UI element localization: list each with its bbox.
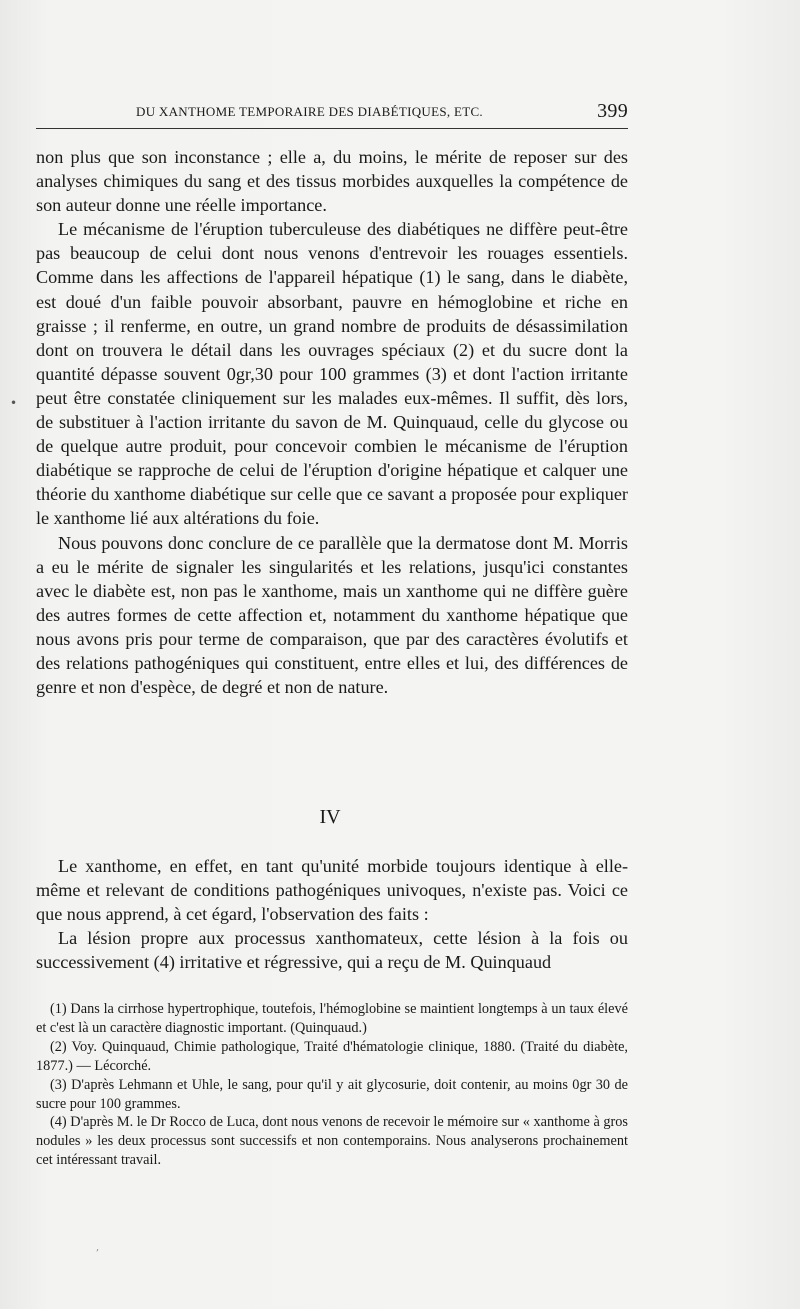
footnotes — [36, 1000, 628, 1170]
paragraph: non plus que son inconstance ; elle a, du moins, le mérite de reposer sur des analyses chimiques du sang et des tissus morbides auxquelles la compétence de son auteur donne une réelle importance. — [36, 147, 628, 216]
margin-mark: • — [10, 396, 18, 410]
paragraph: Le mécanisme de l'éruption tuberculeuse des diabétiques ne diffère peut-être pas beaucoup de celui dont nous venons d'entrevoir les rouages essentiels. Comme dans les affections de l'appareil hépatique (1) le sang, dans le diabète, est doué d'un faible pouvoir absorbant, pauvre en hémoglobine et riche en graisse ; il renferme, en outre, un grand nombre de produits de désassimilation dont on trouvera le détail dans les ouvrages spéciaux (2) et du sucre dont la quantité dépasse souvent 0gr,30 pour 100 grammes (3) et dont l'action irritante peut être constatée cliniquement sur les malades eux-mêmes. Il suffit, dès lors, de substituer à l'action irritante du savon de M. Quinquaud, celle du glycose ou de quelque autre produit, pour concevoir combien le mécanisme de l'éruption diabétique se rapproche de celui de l'éruption d'origine hépatique et calquer une théorie du xanthome diabétique sur celle que ce savant a proposée pour expliquer le xanthome lié aux altérations du foie. — [36, 219, 628, 529]
running-header — [36, 102, 628, 126]
paragraph: Nous pouvons donc conclure de ce parallèle que la dermatose dont M. Morris a eu le mérite de signaler les singularités et les relations, jusqu'ici constantes avec le diabète est, non pas le xanthome, mais un xanthome qui ne diffère guère des autres formes de cette affection et, notamment du xanthome hépatique que nous avons pris pour terme de comparaison, que par des caractères évolutifs et des relations pathogéniques qui constituent, entre elles et lui, des différences de genre et non d'espèce, de degré et non de nature. — [36, 532, 628, 698]
footnote: (2) Voy. Quinquaud, Chimie pathologique, Traité d'hématologie clinique, 1880. (Traité du diabète, 1877.) — Lécorché. — [36, 1038, 628, 1074]
footnote: (1) Dans la cirrhose hypertrophique, toutefois, l'hémoglobine se maintient longtemps à un taux élevé et c'est là un caractère diagnostic important. (Quinquaud.) — [36, 1001, 628, 1036]
corner-mark: , — [96, 1242, 100, 1253]
running-title: DU XANTHOME TEMPORAIRE DES DIABÉTIQUES, ETC. — [136, 104, 483, 119]
paragraph: La lésion propre aux processus xanthomateux, cette lésion à la fois ou successivement (4) irritative et régressive, qui a reçu de M. Quinquaud — [36, 928, 628, 973]
page-number: 399 — [597, 100, 628, 122]
footnote: (3) D'après Lehmann et Uhle, le sang, pour qu'il y ait glycosurie, doit contenir, au moins 0gr 30 de sucre pour 100 grammes. — [36, 1076, 628, 1112]
section-heading: IV — [319, 806, 341, 828]
footnote: (4) D'après M. le Dr Rocco de Luca, dont nous venons de recevoir le mémoire sur « xanthome à gros nodules » les deux processus sont successifs et non contemporains. Nous analyserons prochainement cet intéressant travail. — [36, 1114, 628, 1169]
main-text — [36, 145, 628, 699]
paragraph: Le xanthome, en effet, en tant qu'unité morbide toujours identique à elle-même et relevant de conditions pathogéniques univoques, n'existe pas. Voici ce que nous apprend, à cet égard, l'observation des faits : — [36, 856, 628, 925]
section-text — [36, 854, 628, 974]
header-rule — [36, 128, 628, 129]
